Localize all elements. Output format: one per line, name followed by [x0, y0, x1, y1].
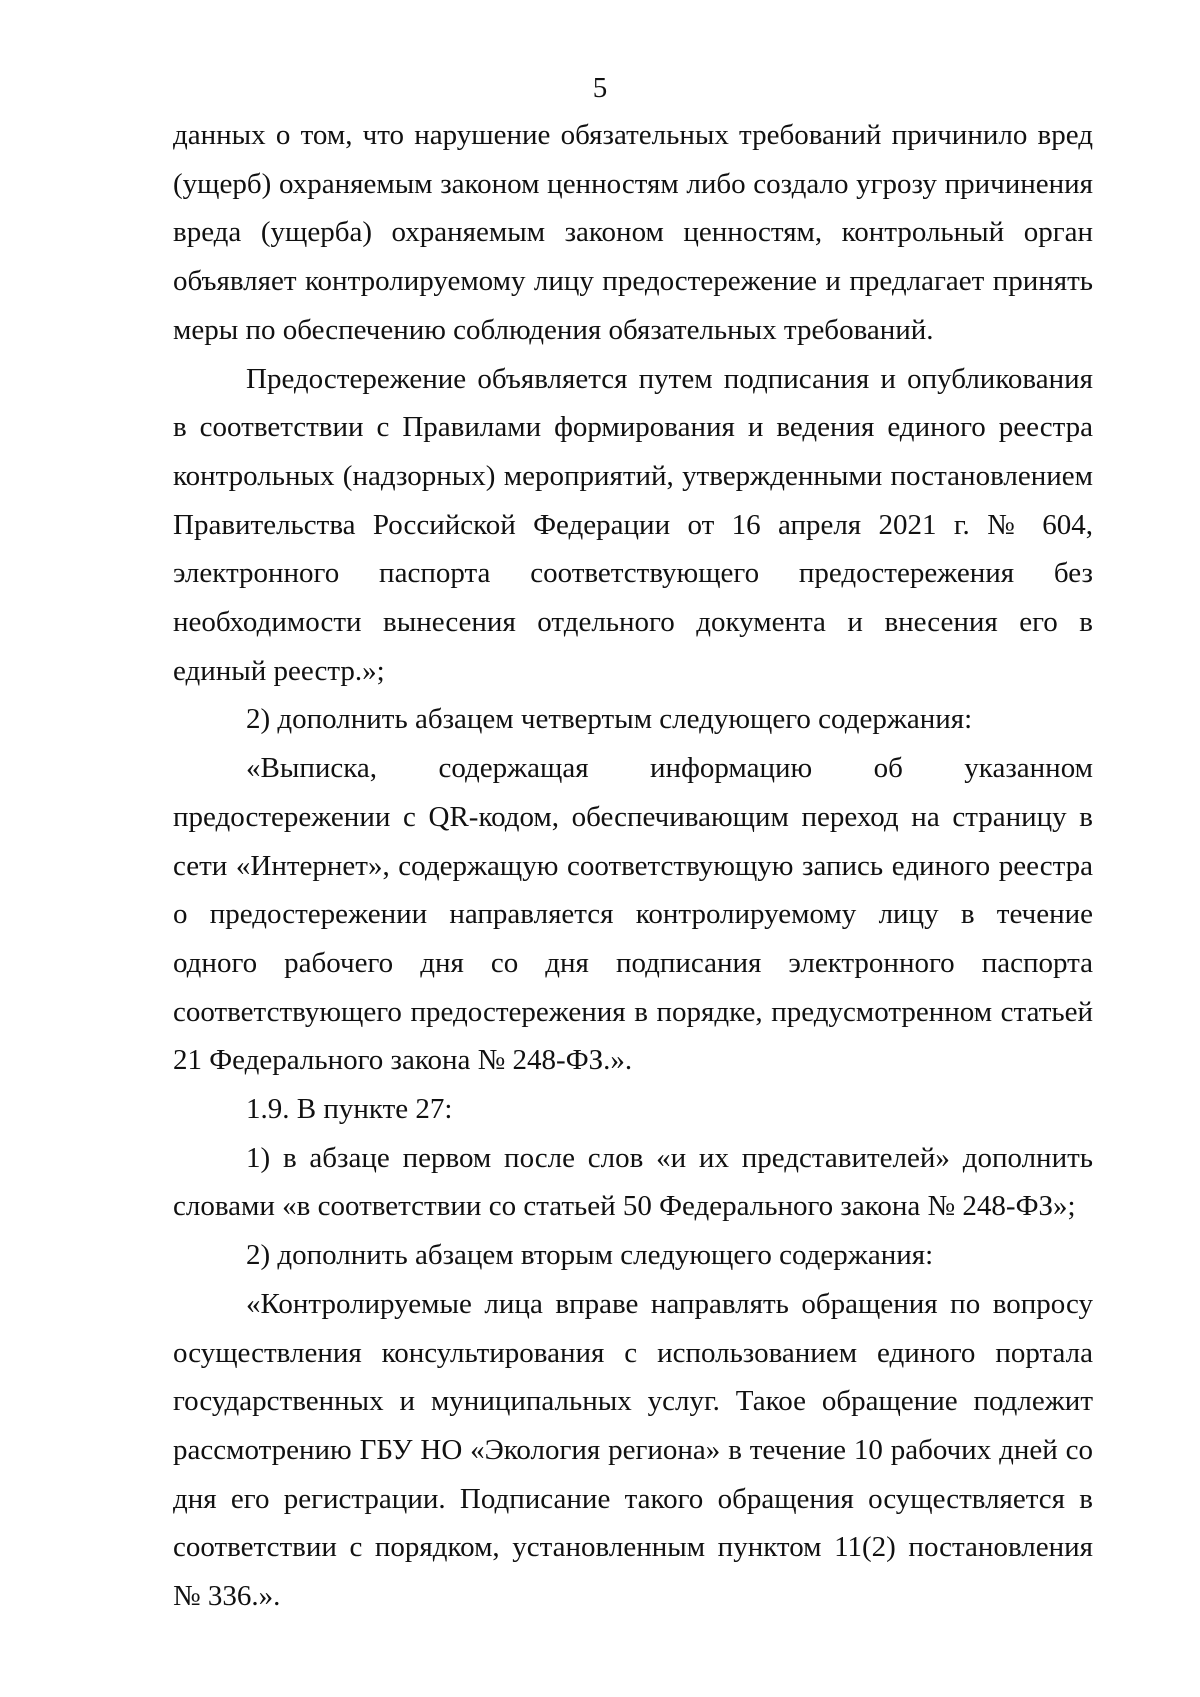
paragraph-amendment-item-2b: 2) дополнить абзацем вторым следующего содержания:	[246, 1239, 934, 1272]
paragraph-amendment-item-1: 1) в абзаце первом после слов «и их представителей» дополнить словами «в соответствии со статьей 50 Федерального закона № 248-ФЗ»;	[173, 1141, 1093, 1223]
paragraph-amendment-item-2: 2) дополнить абзацем четвертым следующего содержания:	[246, 703, 973, 736]
paragraph-section-1-9: 1.9. В пункте 27:	[246, 1093, 453, 1126]
paragraph-extract-qr: «Выписка, содержащая информацию об указанном предостережении с QR-кодом, обеспечивающим переход на страницу в сети «Интернет», содержащую соответствующую запись единого реестра о предостережении направляется контролируемому лицу в течение одного рабочего дня со дня подписания электронного паспорта соответствующего предостережения в порядке, предусмотренном статьей 21 Федерального закона № 248-ФЗ.».	[173, 752, 1093, 1077]
paragraph-warning-procedure: Предостережение объявляется путем подписания и опубликования в соответствии с Правилами формирования и ведения единого реестра контрольных (надзорных) мероприятий, утвержденными постановлением Правительства Российской Федерации от 16 апреля 2021 г. № 604, электронного паспорта соответствующего предостережения без необходимости вынесения отдельного документа и внесения его в единый реестр.»;	[173, 362, 1093, 687]
paragraph-continuation: данных о том, что нарушение обязательных требований причинило вред (ущерб) охраняемым законом ценностям либо создало угрозу причинения вреда (ущерба) охраняемым законом ценностям, контрольный орган объявляет контролируемому лицу предостережение и предлагает принять меры по обеспечению соблюдения обязательных требований.	[173, 119, 1093, 346]
paragraph-consultation-requests: «Контролируемые лица вправе направлять обращения по вопросу осуществления консультирования с использованием единого портала государственных и муниципальных услуг. Такое обращение подлежит рассмотрению ГБУ НО «Экология региона» в течение 10 рабочих дней со дня его регистрации. Подписание такого обращения осуществляется в соответствии с порядком, установленным пунктом 11(2) постановления № 336.».	[173, 1287, 1093, 1613]
document-body	[173, 111, 1093, 1621]
page-number: 5	[592, 72, 608, 104]
